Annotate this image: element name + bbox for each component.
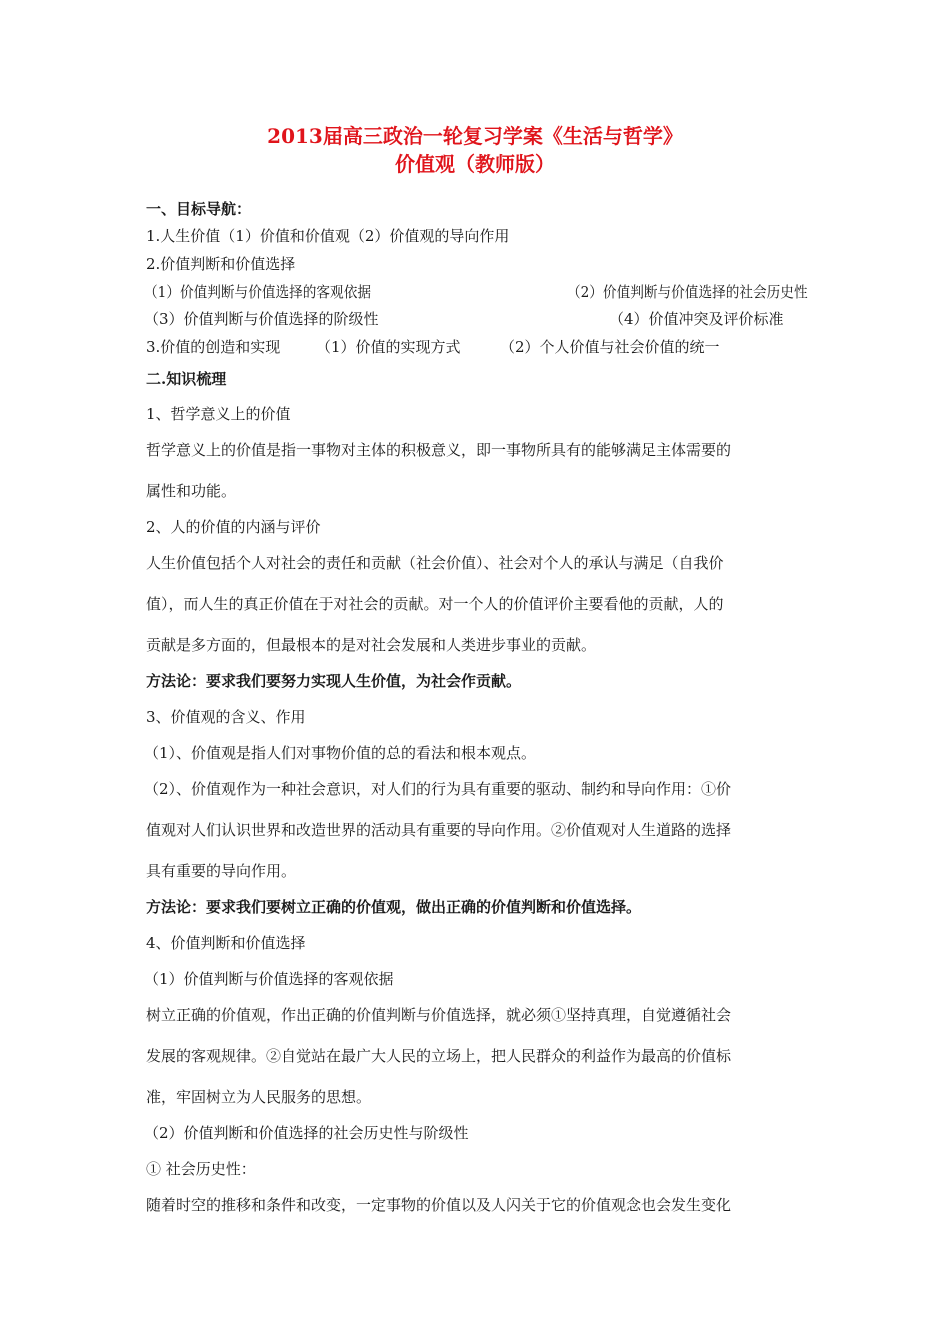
point-4-subheading-1: （1）价值判断与价值选择的客观依据 [144,970,394,988]
section-heading-knowledge: 二.知识梳理 [146,370,227,388]
point-3-text-line-1: （1）、价值观是指人们对事物价值的总的看法和根本观点。 [144,744,537,762]
goal-item-2: 2.价值判断和价值选择 [146,255,296,273]
point-4-text-line-4: 随着时空的推移和条件和改变，一定事物的价值以及人闪关于它的价值观念也会发生变化 [146,1196,732,1214]
point-1-text-line-1: 哲学意义上的价值是指一事物对主体的积极意义，即一事物所具有的能够满足主体需要的 [146,441,732,459]
goal-item-2-row-1 [144,282,808,302]
goal-item-3-sub-2: （2）个人价值与社会价值的统一 [500,338,720,356]
point-2-title: 2、人的价值的内涵与评价 [146,518,321,536]
point-2-text-line-1: 人生价值包括个人对社会的责任和贡献（社会价值）、社会对个人的承认与满足（自我价 [146,554,724,572]
goal-item-1: 1.人生价值（1）价值和价值观（2）价值观的导向作用 [146,227,510,245]
point-2-text-line-3: 贡献是多方面的，但最根本的是对社会发展和人类进步事业的贡献。 [146,636,597,654]
goal-item-2-sub-3: （3）价值判断与价值选择的阶级性 [144,310,379,328]
point-3-text-line-4: 具有重要的导向作用。 [146,862,297,880]
point-3-text-line-2: （2）、价值观作为一种社会意识，对人们的行为具有重要的驱动、制约和导向作用：①价 [144,780,732,798]
section-heading-goals: 一、目标导航： [146,200,252,218]
goal-item-2-sub-2: （2）价值判断与价值选择的社会历史性 [566,283,808,301]
point-4-text-line-1: 树立正确的价值观，作出正确的价值判断与价值选择，就必须①坚持真理，自觉遵循社会 [146,1006,732,1024]
goal-item-2-sub-4: （4）价值冲突及评价标准 [609,310,784,328]
goal-item-3: 3.价值的创造和实现 [146,338,281,356]
point-1-text-line-2: 属性和功能。 [146,482,237,500]
goal-item-3-sub-1: （1）价值的实现方式 [316,338,461,356]
methodology-2: 方法论：要求我们要树立正确的价值观，做出正确的价值判断和价值选择。 [146,898,642,916]
point-4-social-history-label: ① 社会历史性： [146,1160,256,1178]
goal-item-2-sub-1: （1）价值判断与价值选择的客观依据 [144,283,371,301]
point-4-subheading-2: （2）价值判断和价值选择的社会历史性与阶级性 [144,1124,469,1142]
point-4-title: 4、价值判断和价值选择 [146,934,306,952]
point-4-text-line-2: 发展的客观规律。②自觉站在最广大人民的立场上，把人民群众的利益作为最高的价值标 [146,1047,732,1065]
point-4-text-line-3: 准，牢固树立为人民服务的思想。 [146,1088,372,1106]
document-subtitle: 价值观（教师版） [395,152,555,176]
document-title: 2013届高三政治一轮复习学案《生活与哲学》 [267,124,683,148]
goal-item-3-row [146,337,806,357]
point-3-text-line-3: 值观对人们认识世界和改造世界的活动具有重要的导向作用。②价值观对人生道路的选择 [146,821,732,839]
point-1-title: 1、哲学意义上的价值 [146,405,291,423]
point-2-text-line-2: 值），而人生的真正价值在于对社会的贡献。对一个人的价值评价主要看他的贡献，人的 [146,595,724,613]
point-3-title: 3、价值观的含义、作用 [146,708,306,726]
methodology-1: 方法论：要求我们要努力实现人生价值，为社会作贡献。 [146,672,522,690]
goal-item-2-row-2 [144,309,804,329]
